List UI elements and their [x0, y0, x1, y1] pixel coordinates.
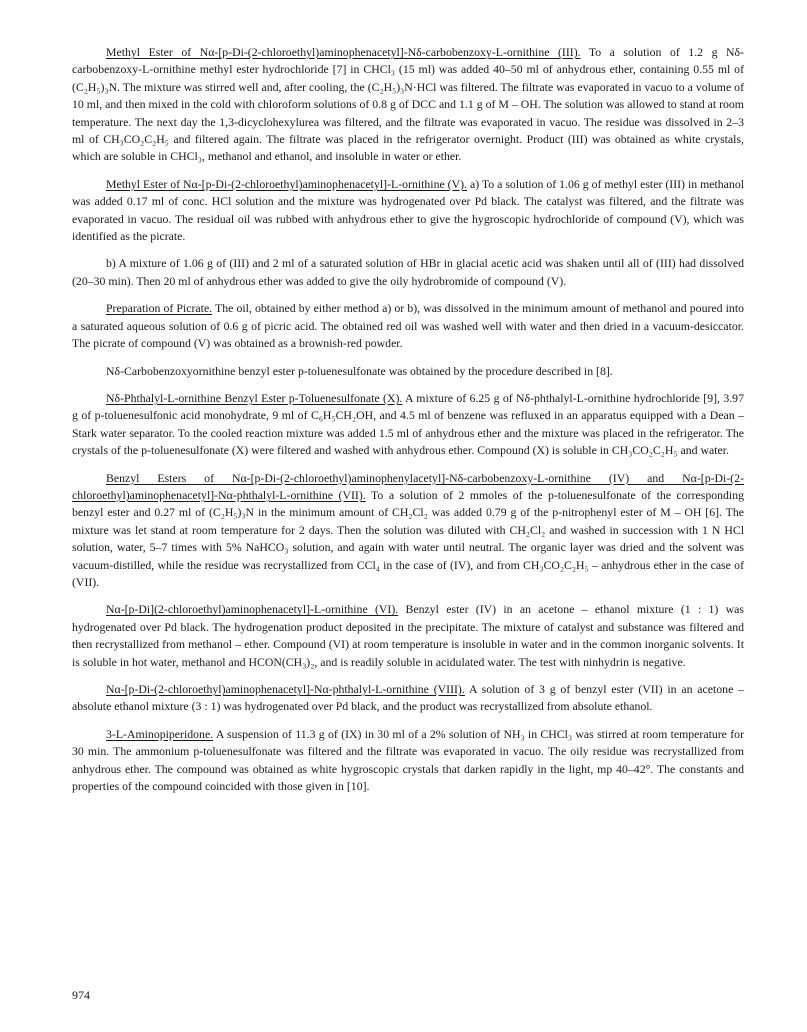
- paragraph-body: A suspension of 11.3 g of (IX) in 30 ml of a 2% solution of NH₃ in CHCl₃ was stirred at room temperature for 30 min. The ammonium p-toluenesulfonate was filtered and the filtrate was evaporated in vacuo. The oily residue was recrystallized from anhydrous ether. The compound was obtained as white hygroscopic crystals that darken rapidly in the light, mp 40–42°. The constants and properties of the compound coincided with those given in [10].: [72, 726, 744, 794]
- paragraph-aminopiperidone: [72, 726, 744, 796]
- paragraph-picrate: [72, 300, 744, 352]
- page-number: 974: [72, 988, 90, 1002]
- paragraph-body: Benzyl ester (IV) in an acetone – ethanol mixture (1 : 1) was hydrogenated over Pd black. The hydrogenation product deposited in the precipitate. The mixture of catalyst and substance was filtered and then recrystallized from methanol – ether. Compound (VI) at room temperature is insoluble in water and in the common inorganic solvents. It is soluble in hot water, methanol and HCON(CH₃)₂, and is readily soluble in acidulated water. The test with ninhydrin is negative.: [72, 602, 744, 669]
- paragraph-body: b) A mixture of 1.06 g of (III) and 2 ml of a saturated solution of HBr in glacial acetic acid was shaken until all of (III) had dissolved (20–30 min). Then 20 ml of anhydrous ether was added to give the oily hydrobromide of compound (V).: [72, 256, 744, 288]
- paragraph-compound-viii: [72, 681, 744, 716]
- experimental-text: [72, 44, 744, 805]
- paragraph-heading: Preparation of Picrate.: [106, 301, 213, 316]
- paragraph-method-b: [72, 255, 744, 290]
- paragraph-body: To a solution of 2 mmoles of the p-toluenesulfonate of the corresponding benzyl ester and 0.27 ml of (C₂H₅)₃N in the minimum amount of CH₂Cl₂ was added 0.79 g of the p-nitrophenyl ester of M – OH [6]. The mixture was let stand at room temperature for 2 days. Then the solution was diluted with CH₂Cl₂ and washed in succession with 1 N HCl solution, water, 5–7 times with 5% NaHCO₃ solution, and again with water until neutral. The organic layer was dried and the solvent was vacuum-distilled, while the residue was recrystallized from CCl₄ in the case of (IV), and from CH₃CO₂C₂H₅ – anhydrous ether in the case of (VII).: [72, 487, 744, 589]
- paragraph-compounds-iv-vii: [72, 470, 744, 592]
- paragraph-compound-iii: [72, 44, 744, 166]
- paragraph-heading: Nα-[p-Di](2-chloroethyl)aminophenacetyl]-L-ornithine (VI).: [106, 602, 399, 617]
- paragraph-body: Nδ-Carbobenzoxyornithine benzyl ester p-toluenesulfonate was obtained by the procedure described in [8].: [106, 363, 613, 378]
- paragraph-body: The oil, obtained by either method a) or b), was dissolved in the minimum amount of methanol and poured into a saturated aqueous solution of 0.6 g of picric acid. The obtained red oil was washed well with water and then dried in a vacuum-desiccator. The picrate of compound (V) was obtained as a brownish-red powder.: [72, 301, 744, 351]
- paragraph-compound-x: [72, 390, 744, 460]
- paragraph-body: To a solution of 1.2 g Nδ-carbobenzoxy-L-ornithine methyl ester hydrochloride [7] in CHCl₃ (15 ml) was added 40–50 ml of anhydrous ether, containing 0.55 ml of (C₂H₅)₃N. The mixture was stirred well and, after cooling, the (C₂H₅)₃N·HCl was filtered. The filtrate was evaporated in vacuo to a volume of 10 ml, and then mixed in the cold with chloroform solutions of 0.8 g of DCC and 1.1 g of M – OH. The solution was allowed to stand at room temperature. The next day the 1,3-dicyclohexylurea was filtered, and the filtrate was evaporated in vacuo. The residue was dissolved in 2–3 ml of CH₃CO₂C₂H₅ and filtered again. The filtrate was placed in the refrigerator overnight. Product (III) was obtained as white crystals, which are soluble in CHCl₃, methanol and ethanol, and insoluble in water or ether.: [72, 45, 744, 164]
- paragraph-carbobenzoxyornithine: [72, 363, 744, 380]
- paragraph-heading: Benzyl Esters of Nα-[p-Di-(2-chloroethyl)aminophenylacetyl]-Nδ-carbobenzoxy-L-ornithine (IV) and Nα-[p-Di-(2-chloroethyl)aminophenacetyl]-Nα-phthalyl-L-ornithine (VII).: [72, 470, 744, 502]
- paragraph-compound-v: [72, 176, 744, 246]
- paragraph-compound-vi: [72, 601, 744, 671]
- paragraph-heading: 3-L-Aminopiperidone.: [106, 726, 214, 741]
- paragraph-heading: Nδ-Phthalyl-L-ornithine Benzyl Ester p-Toluenesulfonate (X).: [106, 390, 403, 405]
- paragraph-heading: Methyl Ester of Nα-[p-Di-(2-chloroethyl)aminophenacetyl]-L-ornithine (V).: [106, 176, 468, 191]
- paragraph-body: A mixture of 6.25 g of Nδ-phthalyl-L-ornithine hydrochloride [9], 3.97 g of p-toluenesulfonic acid monohydrate, 9 ml of C₆H₅CH₂OH, and 4.5 ml of benzene was refluxed in an apparatus equipped with a Dean – Stark water separator. To the cooled reaction mixture was added 1.5 ml of anhydrous ether and the mixture was placed in the refrigerator. The crystals of the p-toluenesulfonate (X) were filtered and washed with anhydrous ether. Compound (X) is soluble in CH₃CO₂C₂H₅ and water.: [72, 390, 744, 458]
- paragraph-body: a) To a solution of 1.06 g of methyl ester (III) in methanol was added 0.17 ml of conc. HCl solution and the mixture was hydrogenated over Pd black. The catalyst was filtered, and the filtrate was evaporated in vacuo. The residual oil was rubbed with anhydrous ether to give the hygroscopic hydrochloride of compound (V), which was identified as the picrate.: [72, 176, 744, 244]
- paragraph-body: A solution of 3 g of benzyl ester (VII) in an acetone – absolute ethanol mixture (3 : 1) was hydrogenated over Pd black, and the product was recrystallized from absolute ethanol.: [72, 682, 744, 714]
- paragraph-heading: Methyl Ester of Nα-[p-Di-(2-chloroethyl)aminophenacetyl]-Nδ-carbobenzoxy-L-ornithine (III).: [106, 45, 581, 59]
- paragraph-heading: Nα-[p-Di-(2-chloroethyl)aminophenacetyl]-Nα-phthalyl-L-ornithine (VIII).: [106, 682, 465, 696]
